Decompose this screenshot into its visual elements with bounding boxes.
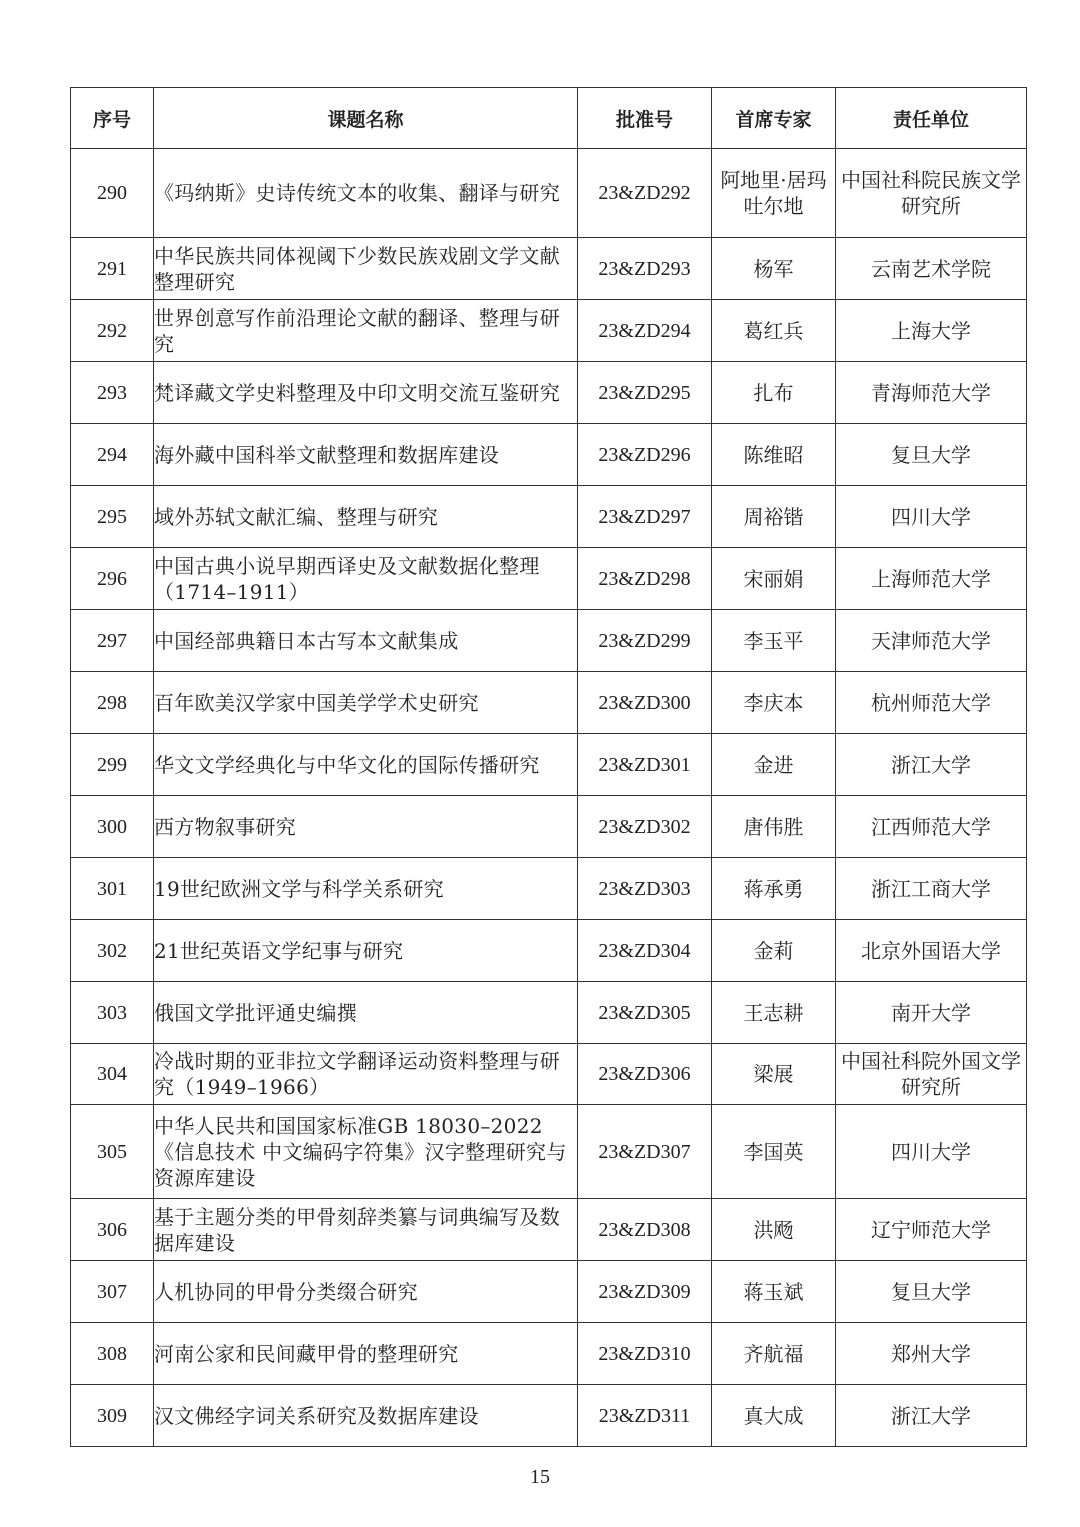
responsible-unit-cell: 浙江工商大学	[836, 858, 1027, 920]
approval-number-cell: 23&ZD297	[578, 486, 712, 548]
responsible-unit-cell: 青海师范大学	[836, 362, 1027, 424]
chief-expert-cell: 周裕锴	[712, 486, 836, 548]
responsible-unit-cell: 中国社科院民族文学研究所	[836, 149, 1027, 238]
approval-number-cell: 23&ZD304	[578, 920, 712, 982]
serial-number-cell: 303	[71, 982, 154, 1044]
approval-number-cell: 23&ZD305	[578, 982, 712, 1044]
project-title-cell: 中国经部典籍日本古写本文献集成	[154, 610, 578, 672]
table-row	[71, 734, 1027, 796]
project-title-cell: 西方物叙事研究	[154, 796, 578, 858]
project-title-cell: 人机协同的甲骨分类缀合研究	[154, 1261, 578, 1323]
approval-number-cell: 23&ZD306	[578, 1044, 712, 1105]
serial-number-cell: 294	[71, 424, 154, 486]
table-row	[71, 1261, 1027, 1323]
project-title-cell: 世界创意写作前沿理论文献的翻译、整理与研究	[154, 300, 578, 362]
approval-number-cell: 23&ZD293	[578, 238, 712, 300]
chief-expert-cell: 李庆本	[712, 672, 836, 734]
serial-number-cell: 301	[71, 858, 154, 920]
project-title-cell: 《玛纳斯》史诗传统文本的收集、翻译与研究	[154, 149, 578, 238]
project-title-cell: 华文文学经典化与中华文化的国际传播研究	[154, 734, 578, 796]
responsible-unit-cell: 浙江大学	[836, 1385, 1027, 1447]
table-row	[71, 1323, 1027, 1385]
project-title-cell: 中国古典小说早期西译史及文献数据化整理（1714–1911）	[154, 548, 578, 610]
approval-number-cell: 23&ZD298	[578, 548, 712, 610]
responsible-unit-cell: 中国社科院外国文学研究所	[836, 1044, 1027, 1105]
chief-expert-cell: 李国英	[712, 1105, 836, 1199]
approval-number-cell: 23&ZD296	[578, 424, 712, 486]
table-row	[71, 1199, 1027, 1261]
projects-table	[70, 87, 1027, 1447]
project-title-cell: 中华人民共和国国家标准GB 18030–2022《信息技术 中文编码字符集》汉字整理研究与资源库建设	[154, 1105, 578, 1199]
serial-number-cell: 295	[71, 486, 154, 548]
table-row	[71, 858, 1027, 920]
approval-number-cell: 23&ZD300	[578, 672, 712, 734]
project-title-cell: 21世纪英语文学纪事与研究	[154, 920, 578, 982]
approval-number-cell: 23&ZD303	[578, 858, 712, 920]
project-title-cell: 海外藏中国科举文献整理和数据库建设	[154, 424, 578, 486]
serial-number-cell: 293	[71, 362, 154, 424]
serial-number-cell: 297	[71, 610, 154, 672]
serial-number-cell: 306	[71, 1199, 154, 1261]
responsible-unit-cell: 北京外国语大学	[836, 920, 1027, 982]
table-row	[71, 1385, 1027, 1447]
responsible-unit-cell: 上海师范大学	[836, 548, 1027, 610]
project-title-cell: 汉文佛经字词关系研究及数据库建设	[154, 1385, 578, 1447]
serial-number-cell: 304	[71, 1044, 154, 1105]
header-approval-number: 批准号	[578, 88, 712, 149]
table-row	[71, 1105, 1027, 1199]
approval-number-cell: 23&ZD308	[578, 1199, 712, 1261]
serial-number-cell: 305	[71, 1105, 154, 1199]
serial-number-cell: 290	[71, 149, 154, 238]
responsible-unit-cell: 复旦大学	[836, 1261, 1027, 1323]
chief-expert-cell: 扎布	[712, 362, 836, 424]
table-row	[71, 982, 1027, 1044]
responsible-unit-cell: 江西师范大学	[836, 796, 1027, 858]
serial-number-cell: 307	[71, 1261, 154, 1323]
serial-number-cell: 298	[71, 672, 154, 734]
serial-number-cell: 291	[71, 238, 154, 300]
responsible-unit-cell: 四川大学	[836, 1105, 1027, 1199]
serial-number-cell: 300	[71, 796, 154, 858]
serial-number-cell: 296	[71, 548, 154, 610]
table-row	[71, 920, 1027, 982]
chief-expert-cell: 齐航福	[712, 1323, 836, 1385]
approval-number-cell: 23&ZD310	[578, 1323, 712, 1385]
approval-number-cell: 23&ZD295	[578, 362, 712, 424]
approval-number-cell: 23&ZD307	[578, 1105, 712, 1199]
approval-number-cell: 23&ZD309	[578, 1261, 712, 1323]
serial-number-cell: 302	[71, 920, 154, 982]
serial-number-cell: 292	[71, 300, 154, 362]
chief-expert-cell: 陈维昭	[712, 424, 836, 486]
table-row	[71, 672, 1027, 734]
header-responsible-unit: 责任单位	[836, 88, 1027, 149]
table-row	[71, 300, 1027, 362]
header-chief-expert: 首席专家	[712, 88, 836, 149]
table-row	[71, 238, 1027, 300]
approval-number-cell: 23&ZD302	[578, 796, 712, 858]
responsible-unit-cell: 郑州大学	[836, 1323, 1027, 1385]
header-serial-number: 序号	[71, 88, 154, 149]
table-header-row	[71, 88, 1027, 149]
page-number: 15	[530, 1466, 550, 1488]
project-title-cell: 俄国文学批评通史编撰	[154, 982, 578, 1044]
project-title-cell: 中华民族共同体视阈下少数民族戏剧文学文献整理研究	[154, 238, 578, 300]
project-title-cell: 冷战时期的亚非拉文学翻译运动资料整理与研究（1949–1966）	[154, 1044, 578, 1105]
chief-expert-cell: 真大成	[712, 1385, 836, 1447]
approval-number-cell: 23&ZD299	[578, 610, 712, 672]
table-row	[71, 796, 1027, 858]
table-row	[71, 610, 1027, 672]
chief-expert-cell: 蒋玉斌	[712, 1261, 836, 1323]
table-row	[71, 424, 1027, 486]
project-title-cell: 河南公家和民间藏甲骨的整理研究	[154, 1323, 578, 1385]
chief-expert-cell: 宋丽娟	[712, 548, 836, 610]
responsible-unit-cell: 南开大学	[836, 982, 1027, 1044]
responsible-unit-cell: 浙江大学	[836, 734, 1027, 796]
table-row	[71, 486, 1027, 548]
table-row	[71, 149, 1027, 238]
serial-number-cell: 299	[71, 734, 154, 796]
chief-expert-cell: 梁展	[712, 1044, 836, 1105]
chief-expert-cell: 李玉平	[712, 610, 836, 672]
chief-expert-cell: 唐伟胜	[712, 796, 836, 858]
serial-number-cell: 309	[71, 1385, 154, 1447]
chief-expert-cell: 阿地里·居玛吐尔地	[712, 149, 836, 238]
approval-number-cell: 23&ZD301	[578, 734, 712, 796]
header-project-title: 课题名称	[154, 88, 578, 149]
chief-expert-cell: 洪飏	[712, 1199, 836, 1261]
chief-expert-cell: 金莉	[712, 920, 836, 982]
responsible-unit-cell: 上海大学	[836, 300, 1027, 362]
chief-expert-cell: 王志耕	[712, 982, 836, 1044]
approval-number-cell: 23&ZD294	[578, 300, 712, 362]
approval-number-cell: 23&ZD292	[578, 149, 712, 238]
project-title-cell: 百年欧美汉学家中国美学学术史研究	[154, 672, 578, 734]
chief-expert-cell: 蒋承勇	[712, 858, 836, 920]
project-title-cell: 基于主题分类的甲骨刻辞类纂与词典编写及数据库建设	[154, 1199, 578, 1261]
responsible-unit-cell: 天津师范大学	[836, 610, 1027, 672]
responsible-unit-cell: 复旦大学	[836, 424, 1027, 486]
chief-expert-cell: 杨军	[712, 238, 836, 300]
responsible-unit-cell: 杭州师范大学	[836, 672, 1027, 734]
table-row	[71, 548, 1027, 610]
project-title-cell: 域外苏轼文献汇编、整理与研究	[154, 486, 578, 548]
project-title-cell: 梵译藏文学史料整理及中印文明交流互鉴研究	[154, 362, 578, 424]
serial-number-cell: 308	[71, 1323, 154, 1385]
approval-number-cell: 23&ZD311	[578, 1385, 712, 1447]
responsible-unit-cell: 辽宁师范大学	[836, 1199, 1027, 1261]
table-row	[71, 362, 1027, 424]
table-row	[71, 1044, 1027, 1105]
chief-expert-cell: 葛红兵	[712, 300, 836, 362]
chief-expert-cell: 金进	[712, 734, 836, 796]
responsible-unit-cell: 四川大学	[836, 486, 1027, 548]
project-title-cell: 19世纪欧洲文学与科学关系研究	[154, 858, 578, 920]
responsible-unit-cell: 云南艺术学院	[836, 238, 1027, 300]
